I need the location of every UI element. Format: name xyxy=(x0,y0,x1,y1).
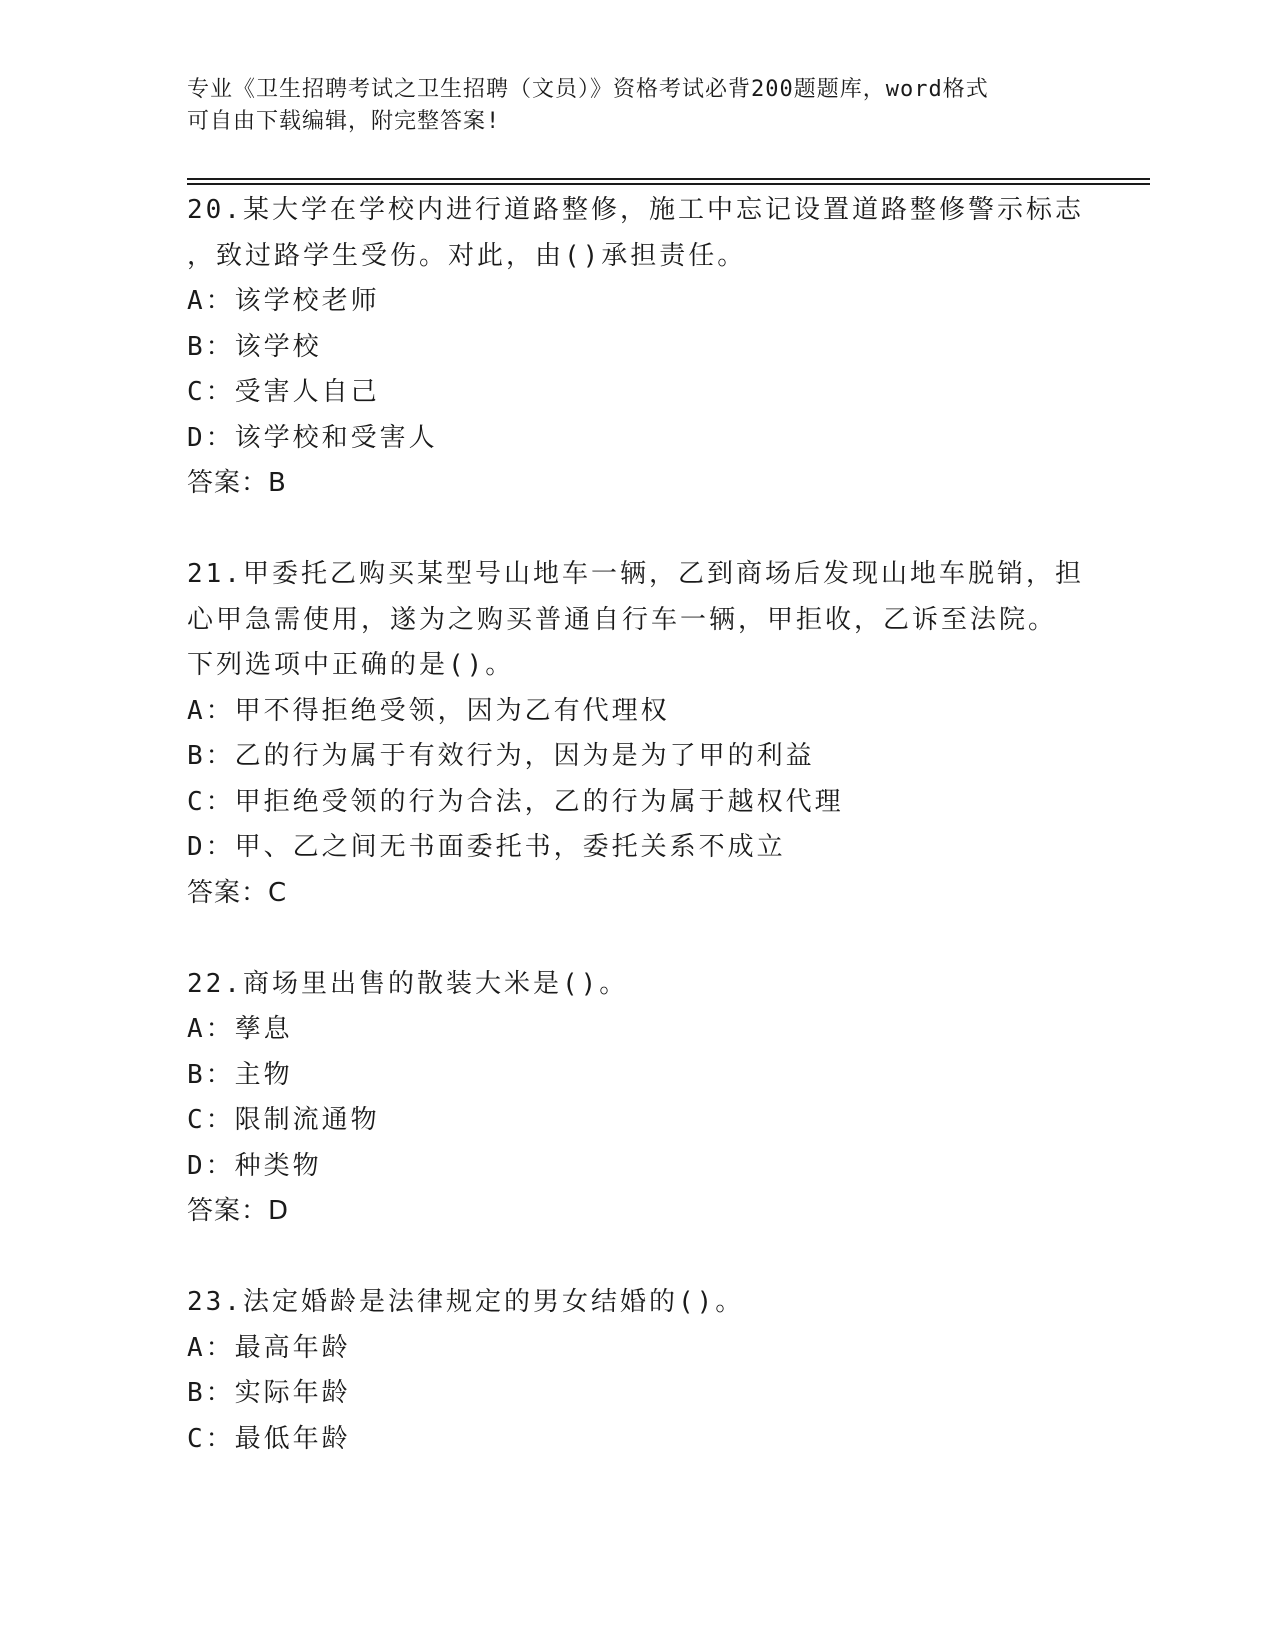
question-stem-line: 下列选项中正确的是()。 xyxy=(187,650,515,680)
option-d: D：该学校和受害人 xyxy=(187,422,438,453)
question-stem-line: ，致过路学生受伤。对此，由()承担责任。 xyxy=(187,240,747,271)
question-stem-line: 21.甲委托乙购买某型号山地车一辆，乙到商场后发现山地车脱销，担 xyxy=(187,559,1084,589)
option-c: C：甲拒绝受领的行为合法，乙的行为属于越权代理 xyxy=(187,786,844,817)
option-b: B：实际年龄 xyxy=(187,1378,351,1408)
spacer xyxy=(187,916,1087,962)
question-stem-line: 23.法定婚龄是法律规定的男女结婚的()。 xyxy=(187,1287,745,1317)
header-line-2: 可自由下载编辑，附完整答案! xyxy=(187,109,501,134)
question-stem-line: 22.商场里出售的散装大米是()。 xyxy=(187,968,629,999)
answer-label: 答案：D xyxy=(187,1196,290,1226)
question-20 xyxy=(187,188,1087,552)
option-a: A：甲不得拒绝受领，因为乙有代理权 xyxy=(187,695,670,726)
option-c: C：限制流通物 xyxy=(187,1105,380,1135)
option-b: B：乙的行为属于有效行为，因为是为了甲的利益 xyxy=(187,741,815,771)
question-stem-line: 心甲急需使用，遂为之购买普通自行车一辆，甲拒收，乙诉至法院。 xyxy=(187,604,1058,635)
document-header xyxy=(187,74,1067,138)
question-23 xyxy=(187,1280,1087,1462)
header-divider-top xyxy=(187,178,1150,180)
option-c: C：最低年龄 xyxy=(187,1423,351,1454)
spacer xyxy=(187,507,1087,553)
option-b: B：主物 xyxy=(187,1059,293,1090)
header-line-1: 专业《卫生招聘考试之卫生招聘（文员）》资格考试必背200题题库，word格式 xyxy=(187,77,989,102)
option-a: A：最高年龄 xyxy=(187,1332,351,1363)
question-22 xyxy=(187,962,1087,1281)
question-stem-line: 20.某大学在学校内进行道路整修，施工中忘记设置道路整修警示标志 xyxy=(187,195,1084,225)
option-b: B：该学校 xyxy=(187,331,322,362)
option-a: A：该学校老师 xyxy=(187,286,380,316)
answer-label: 答案：C xyxy=(187,877,288,908)
answer-label: 答案：B xyxy=(187,468,287,498)
option-c: C：受害人自己 xyxy=(187,377,380,407)
option-d: D：甲、乙之间无书面委托书，委托关系不成立 xyxy=(187,832,786,862)
spacer xyxy=(187,1235,1087,1281)
question-21 xyxy=(187,552,1087,962)
option-d: D：种类物 xyxy=(187,1150,322,1181)
option-a: A：孳息 xyxy=(187,1014,293,1044)
question-list xyxy=(187,188,1087,1462)
header-divider-bottom xyxy=(187,183,1150,185)
